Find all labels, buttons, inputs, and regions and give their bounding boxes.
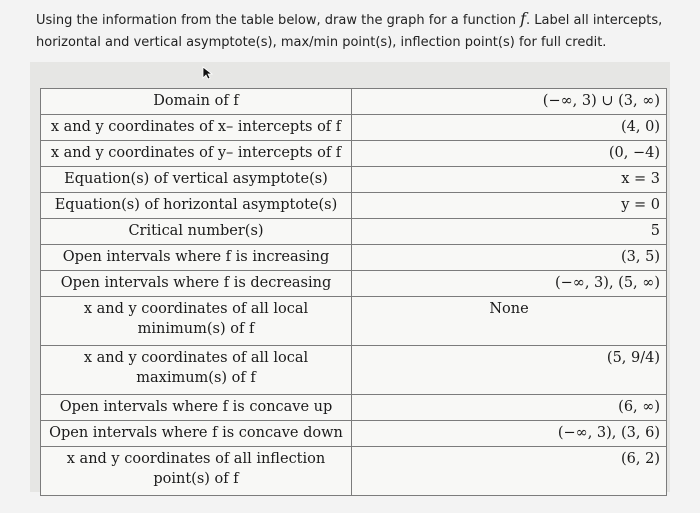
- instructions-line-2: horizontal and vertical asymptote(s), max/min point(s), inflection point(s) for full credit.: [36, 35, 607, 50]
- instructions-line-1: Using the information from the table below, draw the graph for a function f. Label all intercepts,: [36, 9, 663, 28]
- row-value: x = 3: [352, 167, 667, 193]
- row-label: Equation(s) of horizontal asymptote(s): [41, 193, 352, 219]
- table-row: [41, 346, 667, 395]
- row-value: 5: [352, 219, 667, 245]
- table-row: [41, 141, 667, 167]
- row-label: Domain of f: [41, 89, 352, 115]
- row-label: x and y coordinates of all inflection point(s) of f: [41, 447, 352, 496]
- row-label: Open intervals where f is decreasing: [41, 271, 352, 297]
- instructions: [36, 8, 676, 54]
- row-value: (5, 9/4): [352, 346, 667, 395]
- row-label: Critical number(s): [41, 219, 352, 245]
- row-label: Open intervals where f is concave up: [41, 395, 352, 421]
- row-value: (6, ∞): [352, 395, 667, 421]
- row-value: (3, 5): [352, 245, 667, 271]
- mouse-cursor-icon: [202, 66, 214, 80]
- row-label: Open intervals where f is concave down: [41, 421, 352, 447]
- row-label: Open intervals where f is increasing: [41, 245, 352, 271]
- row-label: x and y coordinates of all local maximum(s) of f: [41, 346, 352, 395]
- table-row: [41, 89, 667, 115]
- row-value: None: [352, 297, 667, 346]
- row-value: (0, −4): [352, 141, 667, 167]
- row-label: x and y coordinates of x– intercepts of f: [41, 115, 352, 141]
- row-value: (4, 0): [352, 115, 667, 141]
- table-row: [41, 219, 667, 245]
- table-row: [41, 271, 667, 297]
- row-value: y = 0: [352, 193, 667, 219]
- row-label: Equation(s) of vertical asymptote(s): [41, 167, 352, 193]
- table-row: [41, 167, 667, 193]
- row-value: (−∞, 3) ∪ (3, ∞): [352, 89, 667, 115]
- function-info-table: [40, 88, 667, 496]
- table-row: [41, 245, 667, 271]
- table-row: [41, 193, 667, 219]
- row-value: (6, 2): [352, 447, 667, 496]
- row-value: (−∞, 3), (3, 6): [352, 421, 667, 447]
- table-row: [41, 297, 667, 346]
- row-value: (−∞, 3), (5, ∞): [352, 271, 667, 297]
- table-row: [41, 115, 667, 141]
- row-label: x and y coordinates of y– intercepts of f: [41, 141, 352, 167]
- table-row: [41, 395, 667, 421]
- table-row: [41, 421, 667, 447]
- table-row: [41, 447, 667, 496]
- row-label: x and y coordinates of all local minimum(s) of f: [41, 297, 352, 346]
